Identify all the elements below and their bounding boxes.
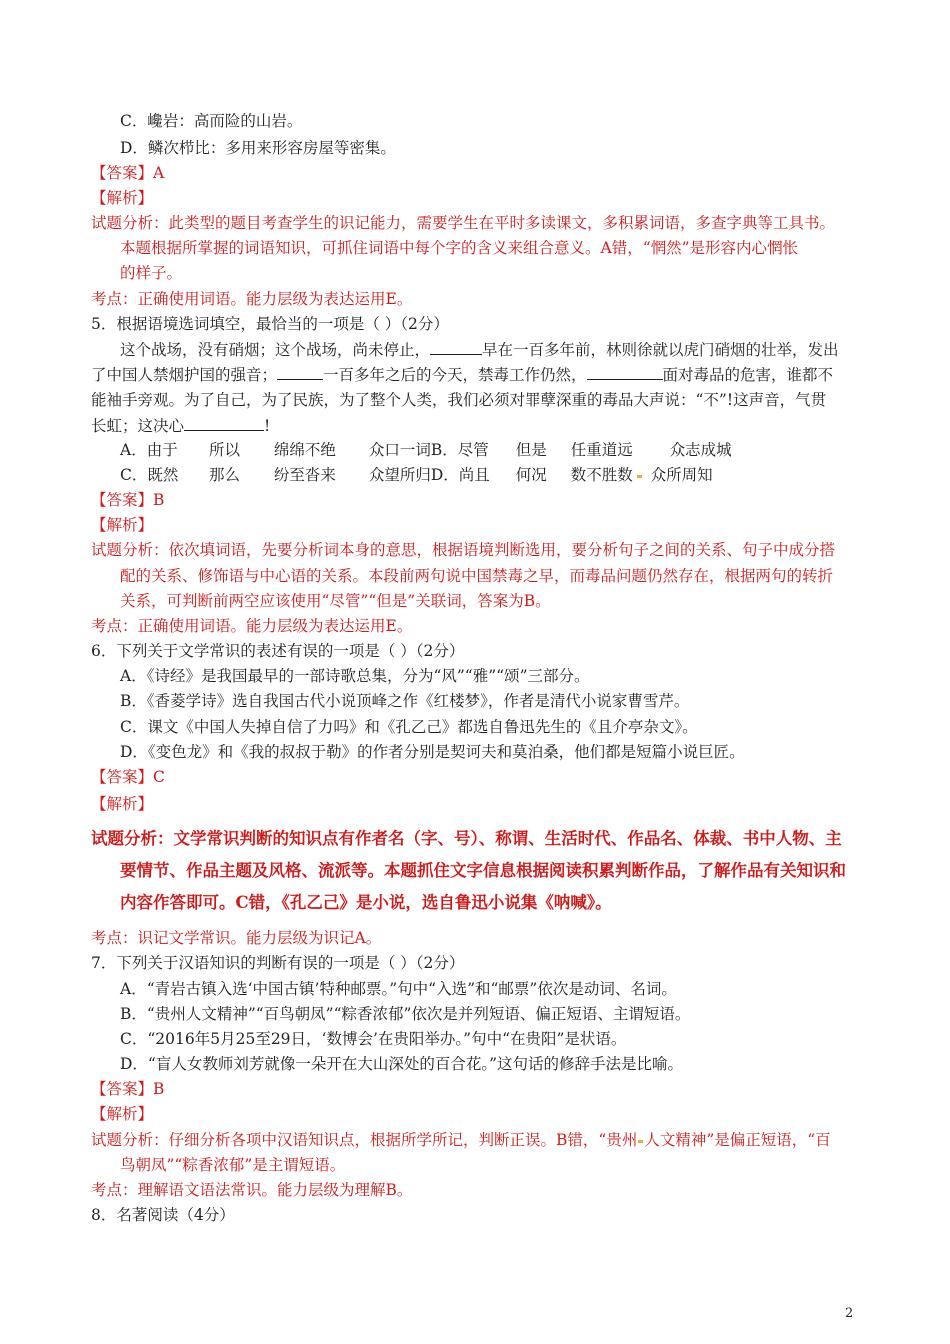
q4-answer: 【答案】A [91,164,165,182]
q5-option-part: 但是 [515,441,547,459]
q6-option-a: A．《诗经》是我国最早的一部诗歌总集，分为“风”“雅”“颂”三部分。 [120,667,590,685]
q6-option-c: C．课文《中国人失掉自信了力吗》和《孔乙己》都选自鲁迅先生的《且介亭杂文》。 [120,718,698,736]
q7-stem: 7．下列关于汉语知识的判断有误的一项是（ ）（2分） [91,954,465,972]
q5-passage-text: 了中国人禁烟护国的强音； [91,366,278,384]
q5-option-part: 众口一词B．尽管 [368,441,489,459]
q5-options-ab [120,440,732,460]
q7-answer: 【答案】B [91,1080,165,1098]
q8-stem: 8．名著阅读（4分） [91,1206,235,1224]
q5-passage-line2 [91,364,833,385]
q5-option-part: 所以 [208,441,240,459]
fill-blank [430,339,482,355]
q5-passage-text: 这个战场，没有硝烟；这个战场，尚未停止， [120,341,431,359]
q5-option-part: 那么 [208,466,240,484]
q5-passage-text: 一百多年之后的今天，禁毒工作仍然， [323,366,587,384]
q6-kaodian: 考点：识记文学常识。能力层级为识记A。 [91,929,382,947]
q7-analysis-line2: 鸟朝凤”“粽香浓郁”是主谓短语。 [120,1156,346,1174]
q5-passage-text: 面对毒品的危害，谁都不 [662,366,834,384]
scan-mark [637,475,642,478]
q6-analysis-label: 【解析】 [91,795,154,813]
q6-option-d: D．《变色龙》和《我的叔叔于勒》的作者分别是契诃夫和莫泊桑，他们都是短篇小说巨匠。 [120,743,745,761]
q5-analysis-line1: 试题分析：依次填词语，先要分析词本身的意思，根据语境判断选用，要分析句子之间的关系、句子中成分搭 [91,541,836,559]
q5-passage-text: ! [264,417,271,435]
fill-blank [587,364,663,380]
q7-option-a: A．“青岩古镇入选‘中国古镇’特种邮票。”句中“入选”和“邮票”依次是动词、名词。 [120,980,677,998]
q5-stem: 5．根据语境选词填空，最恰当的一项是（ ）（2分） [91,315,449,333]
q5-analysis-line2: 配的关系、修饰语与中心语的关系。本段前两句说中国禁毒之早，而毒品问题仍然存在，根据两句的转折 [120,567,834,585]
q5-option-part: 绵绵不绝 [273,441,336,459]
q5-kaodian: 考点：正确使用词语。能力层级为表达运用E。 [91,617,413,635]
q5-passage-line1 [120,339,839,360]
q5-option-part: 纷至沓来 [273,466,336,484]
q4-analysis-label: 【解析】 [91,189,154,207]
q5-option-part: 任重道远 [570,441,633,459]
q5-option-part: 数不胜数 [570,466,633,484]
q4-analysis-line1: 试题分析：此类型的题目考查学生的识记能力，需要学生在平时多读课文，多积累词语，多查字典等工具书。 [91,214,836,232]
q5-answer: 【答案】B [91,491,165,509]
q6-option-b: B．《香菱学诗》选自我国古代小说顶峰之作《红楼梦》，作者是清代小说家曹雪芹。 [120,692,690,710]
q5-option-part: A．由于 [120,441,178,459]
q5-analysis-line3: 关系，可判断前两空应该使用“尽管”“但是”关联词，答案为B。 [120,592,551,610]
q4-option-c: C．巉岩：高而险的山岩。 [120,112,303,130]
q7-analysis-line1 [91,1130,831,1150]
q4-option-d: D．鳞次栉比：多用来形容房屋等密集。 [120,139,396,157]
q6-analysis-line1: 试题分析：文学常识判断的知识点有作者名（字、号）、称谓、生活时代、作品名、体裁、书中人物、主 [91,829,842,848]
q7-analysis-text: 人文精神”是偏正短语，“百 [644,1131,831,1149]
q6-analysis-line3: 内容作答即可。C错，《孔乙己》是小说，选自鲁迅小说集《呐喊》。 [120,893,612,912]
q7-option-d: D．“盲人女教师刘芳就像一朵开在大山深处的百合花。”这句话的修辞手法是比喻。 [120,1055,684,1073]
fill-blank [184,415,264,431]
q4-analysis-line3: 的样子。 [120,264,183,282]
q7-kaodian: 考点：理解语文语法常识。能力层级为理解B。 [91,1181,413,1199]
q7-option-c: C．“2016年5月25至29日，‘数博会’在贵阳举办。”句中“在贵阳”是状语。 [120,1030,627,1048]
q5-option-part: C．既然 [120,466,179,484]
q5-passage-line4 [91,415,270,436]
q6-stem: 6．下列关于文学常识的表述有误的一项是（ ）（2分） [91,642,465,660]
q5-passage-text: 长虹；这决心 [91,417,185,435]
q4-kaodian: 考点：正确使用词语。能力层级为表达运用E。 [91,290,413,308]
q6-analysis-line2: 要情节、作品主题及风格、流派等。本题抓住文字信息根据阅读积累判断作品，了解作品有关知识和 [120,861,846,880]
q5-option-part: 何况 [515,466,547,484]
q6-answer: 【答案】C [91,768,165,786]
scan-mark [638,1140,643,1143]
q7-analysis-text: 试题分析：仔细分析各项中汉语知识点，根据所学所记，判断正误。B错，“贵州 [91,1131,638,1149]
q5-passage-text: 早在一百多年前，林则徐就以虎门硝烟的壮举，发出 [482,341,839,359]
q5-analysis-label: 【解析】 [91,516,154,534]
q5-option-part: 众所周知 [650,466,713,484]
q5-options-cd [120,465,713,485]
page-number: 2 [845,1306,854,1321]
q7-analysis-label: 【解析】 [91,1105,154,1123]
q7-option-b: B．“贵州人文精神”“百鸟朝凤”“粽香浓郁”依次是并列短语、偏正短语、主谓短语。 [120,1005,691,1023]
q5-passage-line3: 能袖手旁观。为了自己，为了民族，为了整个人类，我们必须对罪孽深重的毒品大声说：“不”!这声音，气贯 [91,391,827,409]
q5-option-part: 众望所归D．尚且 [368,466,490,484]
q5-option-part: 众志成城 [669,441,732,459]
fill-blank [277,364,323,380]
q4-analysis-line2: 本题根据所掌握的词语知识，可抓住词语中每个字的含义来组合意义。A错，“惘然”是形容内心惘怅 [120,239,799,257]
